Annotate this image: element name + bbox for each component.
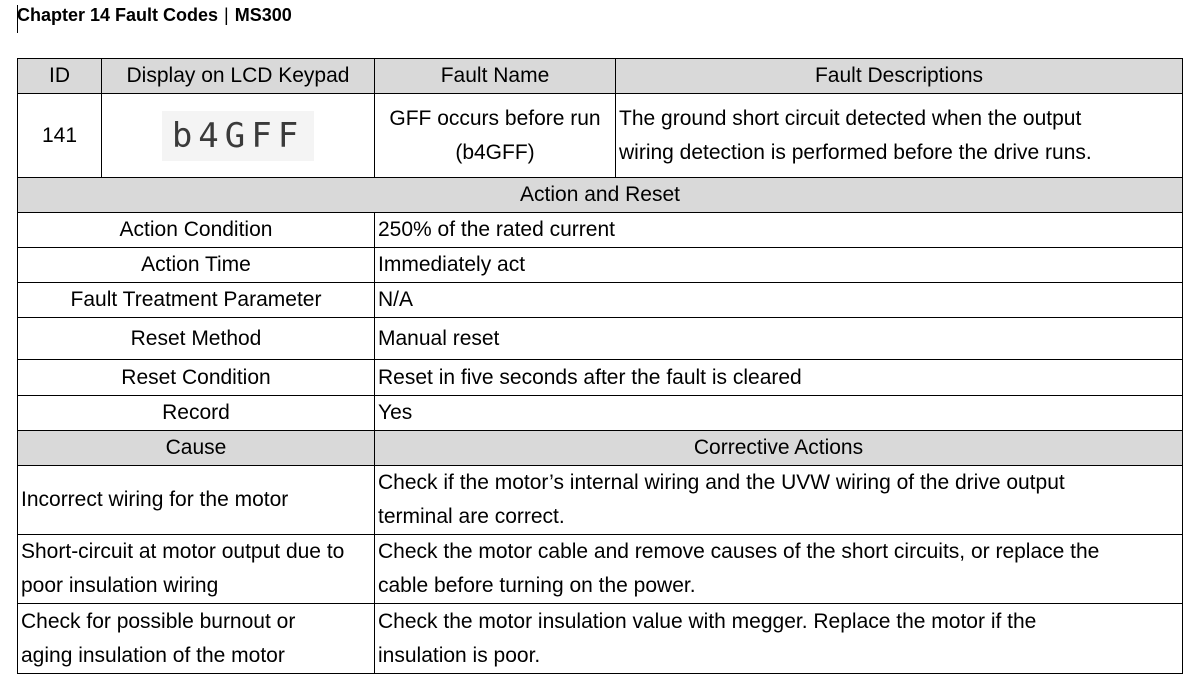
col-header-descriptions: Fault Descriptions — [616, 59, 1183, 94]
corrective-cell — [375, 535, 1183, 604]
corrective-heading: Corrective Actions — [375, 431, 1183, 466]
cause-line: poor insulation wiring — [21, 574, 219, 597]
model-name: MS300 — [234, 5, 292, 25]
fault-row — [18, 94, 1183, 178]
action-row — [18, 248, 1183, 283]
corrective-cell — [375, 604, 1183, 674]
cause-line: Incorrect wiring for the motor — [21, 488, 289, 511]
table-header-row — [18, 59, 1183, 94]
fault-description — [616, 94, 1183, 178]
corrective-cell — [375, 466, 1183, 535]
fault-name — [375, 94, 616, 178]
action-label: Action Time — [18, 248, 375, 283]
fault-description-line2: wiring detection is performed before the drive runs. — [619, 140, 1092, 164]
col-header-display: Display on LCD Keypad — [102, 59, 375, 94]
action-row — [18, 396, 1183, 431]
action-label: Reset Method — [18, 318, 375, 360]
col-header-id: ID — [18, 59, 102, 94]
chapter-title: Chapter 14 Fault Codes — [17, 5, 219, 25]
cause-cell — [18, 466, 375, 535]
action-row — [18, 360, 1183, 396]
fault-name-line1: GFF occurs before run — [389, 106, 601, 130]
cause-cell — [18, 604, 375, 674]
lcd-display: b4GFF — [162, 111, 314, 161]
action-value: 250% of the rated current — [375, 213, 1183, 248]
corrective-line: insulation is poor. — [378, 643, 541, 667]
header-separator: | — [224, 5, 229, 25]
cause-row — [18, 466, 1183, 535]
corrective-line: Check if the motor’s internal wiring and the UVW wiring of the drive output — [378, 471, 1065, 494]
col-header-fault-name: Fault Name — [375, 59, 616, 94]
action-label: Fault Treatment Parameter — [18, 283, 375, 318]
action-label: Action Condition — [18, 213, 375, 248]
action-value: Reset in five seconds after the fault is cleared — [375, 360, 1183, 396]
cause-line: Check for possible burnout or — [21, 609, 296, 633]
cause-heading-row — [18, 431, 1183, 466]
cause-line: Short-circuit at motor output due to — [21, 540, 345, 563]
corrective-line: Check the motor cable and remove causes of the short circuits, or replace the — [378, 540, 1100, 563]
cause-cell — [18, 535, 375, 604]
lcd-display-cell — [102, 94, 375, 178]
cause-row — [18, 604, 1183, 674]
action-label: Record — [18, 396, 375, 431]
action-row — [18, 318, 1183, 360]
action-label: Reset Condition — [18, 360, 375, 396]
action-value: N/A — [375, 283, 1183, 318]
action-value: Manual reset — [375, 318, 1183, 360]
corrective-line: Check the motor insulation value with megger. Replace the motor if the — [378, 609, 1037, 633]
fault-name-line2: (b4GFF) — [455, 140, 535, 164]
action-row — [18, 283, 1183, 318]
cause-line: aging insulation of the motor — [21, 643, 285, 667]
corrective-line: terminal are correct. — [378, 505, 565, 528]
cause-row — [18, 535, 1183, 604]
fault-description-line1: The ground short circuit detected when the output — [619, 106, 1082, 130]
action-reset-heading: Action and Reset — [18, 178, 1183, 213]
action-value: Immediately act — [375, 248, 1183, 283]
fault-id: 141 — [18, 94, 102, 178]
cause-heading: Cause — [18, 431, 375, 466]
action-value: Yes — [375, 396, 1183, 431]
action-reset-heading-row — [18, 178, 1183, 213]
page-header — [17, 5, 292, 26]
action-row — [18, 213, 1183, 248]
fault-code-table — [17, 58, 1183, 674]
corrective-line: cable before turning on the power. — [378, 574, 696, 597]
